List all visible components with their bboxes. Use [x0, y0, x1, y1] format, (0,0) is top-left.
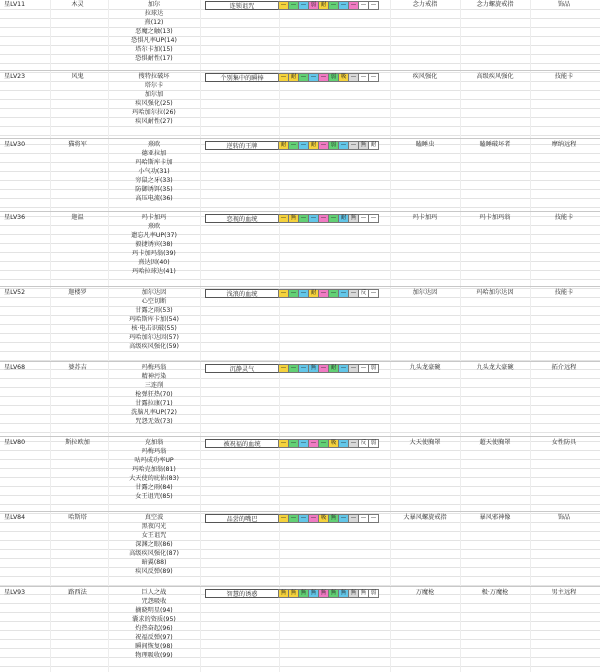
material-item: 加尔达因	[412, 289, 438, 296]
affinity-cell: —	[298, 514, 309, 523]
affinity-cell: 無	[308, 589, 319, 598]
characteristic-box: 浅浪的血统	[205, 289, 279, 298]
affinity-cell: —	[328, 1, 339, 10]
grid-line	[0, 612, 600, 613]
evolved-item: 暴风邪神像	[479, 514, 511, 521]
grid-line	[0, 432, 600, 433]
affinity-cell: —	[338, 141, 349, 150]
affinity-cell: 吸	[318, 514, 329, 523]
affinity-cell: 耐	[328, 364, 339, 373]
affinity-cell: 耐	[308, 289, 319, 298]
characteristic-box: 恋视的血统	[205, 214, 279, 223]
skill-list	[108, 588, 200, 660]
affinity-cell: —	[368, 514, 379, 523]
section-divider	[0, 361, 600, 362]
skill-item: 摘晓明星(94)	[135, 607, 173, 614]
skill-item: 三连削	[144, 382, 164, 389]
skill-item: 玛哈拉球达(41)	[132, 268, 176, 275]
grid-line	[0, 657, 600, 658]
affinity-cell: 無	[308, 364, 319, 373]
persona-level: 星LV84	[4, 514, 26, 521]
affinity-cell: —	[348, 289, 359, 298]
evolved-item: 高级疾风强化	[476, 73, 514, 80]
affinity-boxes	[279, 514, 379, 523]
item-category: 技能卡	[554, 289, 574, 296]
affinity-cell: —	[318, 141, 329, 150]
affinity-cell: 無	[358, 589, 369, 598]
grid-line	[0, 54, 600, 55]
grid-line	[0, 270, 600, 271]
affinity-cell: —	[348, 514, 359, 523]
section-divider	[0, 436, 600, 437]
persona-name: 木灵	[71, 1, 84, 8]
affinity-cell: —	[318, 73, 329, 82]
affinity-cell: —	[298, 439, 309, 448]
affinity-cell: 無	[318, 589, 329, 598]
affinity-cell: —	[308, 214, 319, 223]
affinity-cell: —	[308, 73, 319, 82]
grid-line	[0, 396, 600, 397]
grid-line	[0, 306, 600, 307]
skill-item: 加尔	[147, 1, 161, 8]
grid-line	[0, 387, 600, 388]
characteristic-box: 沉静灵气	[205, 364, 279, 373]
grid-line	[0, 207, 600, 208]
affinity-cell: —	[278, 1, 289, 10]
affinity-boxes	[279, 1, 379, 10]
persona-name: 风鬼	[71, 73, 84, 80]
material-item: 大天使胸罩	[409, 439, 441, 446]
skill-item: 玛哈斯库卡加(54)	[129, 316, 179, 323]
affinity-cell: 無	[338, 589, 349, 598]
affinity-cell: 無	[358, 141, 369, 150]
section-divider	[0, 70, 600, 71]
persona-level: 星LV93	[4, 589, 26, 596]
grid-line	[0, 342, 600, 343]
affinity-cell: 無	[328, 589, 339, 598]
affinity-cell: —	[278, 364, 289, 373]
skill-item: 加尔达因	[141, 289, 167, 296]
affinity-cell: —	[288, 364, 299, 373]
affinity-cell: 耐	[278, 141, 289, 150]
grid-line	[0, 414, 600, 415]
item-category: 技能卡	[554, 73, 574, 80]
affinity-cell: 弱	[308, 1, 319, 10]
affinity-boxes	[279, 214, 379, 223]
affinity-cell: 反	[358, 439, 369, 448]
item-category: 技能卡	[554, 214, 574, 221]
characteristic-box: 智慧的诱惑	[205, 589, 279, 598]
persona-name: 路西法	[68, 589, 87, 596]
grid-line	[0, 234, 600, 235]
affinity-cell: 無	[278, 589, 289, 598]
grid-line	[0, 279, 600, 280]
skill-list	[108, 363, 200, 426]
affinity-cell: 無	[348, 589, 359, 598]
skill-item: 瞬间恢复(98)	[135, 643, 173, 650]
affinity-cell: —	[358, 73, 369, 82]
grid-line	[0, 477, 600, 478]
affinity-cell: 無	[288, 214, 299, 223]
grid-line	[0, 126, 600, 127]
grid-line	[0, 558, 600, 559]
characteristic-box: 连锁诅咒	[205, 1, 279, 10]
grid-line	[0, 225, 600, 226]
affinity-cell: —	[308, 439, 319, 448]
affinity-cell: —	[338, 364, 349, 373]
affinity-boxes	[279, 589, 379, 598]
affinity-cell: —	[368, 1, 379, 10]
evolved-item: 极·万魔枪	[481, 589, 509, 596]
grid-line	[0, 567, 600, 568]
persona-name: 哈斯塔	[68, 514, 87, 521]
persona-name: 迦温	[71, 214, 84, 221]
persona-level: 星LV52	[4, 289, 26, 296]
affinity-cell: —	[298, 289, 309, 298]
skill-item: 塔尔卡加(15)	[135, 46, 173, 53]
affinity-cell: —	[348, 1, 359, 10]
affinity-cell: —	[278, 514, 289, 523]
skill-item: 玛哈斯库卡加	[135, 159, 173, 166]
grid-line	[0, 603, 600, 604]
grid-line	[0, 639, 600, 640]
affinity-cell: —	[288, 141, 299, 150]
affinity-cell: —	[288, 439, 299, 448]
affinity-boxes	[279, 364, 379, 373]
persona-level: 星LV80	[4, 439, 26, 446]
grid-line	[0, 504, 600, 505]
persona-name: 婆苏吉	[68, 364, 87, 371]
affinity-cell: —	[338, 289, 349, 298]
skill-item: 玛卡加玛	[141, 214, 167, 221]
item-category: 拓介远程	[551, 364, 577, 371]
grid-line	[0, 315, 600, 316]
skill-list	[108, 288, 200, 351]
skill-item: 巨人之战	[141, 589, 167, 596]
grid-line	[0, 162, 600, 163]
skill-item: 女王诅咒	[141, 532, 167, 539]
persona-name: 猫将军	[68, 141, 87, 148]
affinity-cell: —	[358, 364, 369, 373]
skill-item: 洗脑凡率UP(72)	[131, 409, 177, 416]
item-category: 摩纳远程	[551, 141, 577, 148]
evolved-item: 玛卡加玛翁	[479, 214, 511, 221]
grid-line	[0, 36, 600, 37]
affinity-cell: —	[288, 514, 299, 523]
affinity-cell: 耐	[288, 73, 299, 82]
grid-line	[0, 153, 600, 154]
affinity-boxes	[279, 439, 379, 448]
skill-list	[108, 513, 200, 576]
skill-item: 恐惧凡率UP(14)	[131, 37, 177, 44]
skill-item: 恶魔之触(13)	[135, 28, 173, 35]
affinity-cell: 弱	[368, 439, 379, 448]
section-divider	[0, 511, 600, 512]
grid-line	[0, 423, 600, 424]
skill-item: 高级疾风强化(59)	[129, 343, 179, 350]
affinity-cell: —	[368, 73, 379, 82]
affinity-cell: —	[318, 214, 329, 223]
material-item: 万魔枪	[415, 589, 435, 596]
skill-item: 女王诅咒(85)	[135, 493, 173, 500]
affinity-cell: —	[348, 141, 359, 150]
skill-item: 玛哈加尔达因(57)	[129, 334, 179, 341]
affinity-cell: —	[338, 439, 349, 448]
skill-item: 心空切断	[141, 298, 167, 305]
affinity-cell: —	[348, 364, 359, 373]
grid-line	[0, 549, 600, 550]
skill-item: 熹达因(40)	[138, 259, 170, 266]
evolved-item: 玛哈加尔达因	[476, 289, 514, 296]
skill-item: 疾风耐性(27)	[135, 118, 173, 125]
affinity-cell: 吸	[338, 73, 349, 82]
skill-item: 疾风强化(25)	[135, 100, 173, 107]
skill-item: 灼热奋起(96)	[135, 625, 173, 632]
skill-list	[108, 438, 200, 501]
affinity-cell: 弱	[328, 141, 339, 150]
affinity-cell: 耐	[308, 141, 319, 150]
persona-name: 迦楼罗	[68, 289, 87, 296]
grid-column-line	[200, 0, 201, 672]
grid-column-line	[279, 0, 280, 672]
grid-column-line	[530, 0, 531, 672]
grid-line	[0, 189, 600, 190]
persona-level: 星LV11	[4, 1, 26, 8]
grid-line	[0, 531, 600, 532]
grid-line	[0, 45, 600, 46]
affinity-cell: —	[358, 1, 369, 10]
section-divider	[0, 586, 600, 587]
skill-list	[108, 72, 200, 126]
skill-item: 防御诱饵(35)	[135, 186, 173, 193]
characteristic-box: 被祝福的血统	[205, 439, 279, 448]
evolved-item: 九头龙大豪碗	[476, 364, 514, 371]
skill-item: 精神污染	[141, 373, 167, 380]
skill-item: 加尔加	[144, 91, 164, 98]
affinity-cell: —	[278, 73, 289, 82]
skill-item: 塔尔卡	[144, 82, 164, 89]
skill-item: 遗忘凡率UP(37)	[131, 232, 177, 239]
affinity-cell: —	[338, 514, 349, 523]
skill-item: 核·电击识破(55)	[131, 325, 177, 332]
affinity-cell: 弱	[328, 73, 339, 82]
grid-line	[0, 666, 600, 667]
affinity-cell: —	[298, 73, 309, 82]
grid-line	[0, 495, 600, 496]
grid-line	[0, 621, 600, 622]
grid-line	[0, 576, 600, 577]
characteristic-box: 逆转的王牌	[205, 141, 279, 150]
skill-item: 小气功(31)	[138, 168, 170, 175]
persona-level: 星LV68	[4, 364, 26, 371]
characteristic-box: 个别集中的瞬捧	[205, 73, 279, 82]
skill-item: 搜特拉破坏	[138, 73, 170, 80]
skill-item: 熹(12)	[144, 19, 164, 26]
item-category: 饰品	[557, 514, 571, 521]
skill-item: 拉球达	[144, 10, 164, 17]
grid-column-line	[390, 0, 391, 672]
section-divider	[0, 138, 600, 139]
grid-line	[0, 117, 600, 118]
skill-item: 物理吸收(99)	[135, 652, 173, 659]
item-category: 男主远程	[551, 589, 577, 596]
section-divider	[0, 286, 600, 287]
skill-list	[108, 140, 200, 203]
skill-item: 真空波	[144, 514, 164, 521]
skill-item: 高压电流(36)	[135, 195, 173, 202]
affinity-cell: —	[348, 73, 359, 82]
skill-item: 穷鼠之牙(33)	[135, 177, 173, 184]
skill-item: 恐惧耐性(17)	[135, 55, 173, 62]
evolved-item: 瞌睡破坏者	[479, 141, 511, 148]
characteristic-box: 品尝的嘴巴	[205, 514, 279, 523]
affinity-cell: —	[338, 1, 349, 10]
item-category: 女性防具	[551, 439, 577, 446]
skill-item: 疾风反弹(89)	[135, 568, 173, 575]
grid-line	[0, 540, 600, 541]
affinity-cell: —	[288, 1, 299, 10]
grid-line	[0, 630, 600, 631]
grid-line	[0, 351, 600, 352]
grid-line	[0, 180, 600, 181]
skill-item: 熹欧	[147, 223, 161, 230]
skill-item: 玛梅玛翁	[141, 448, 167, 455]
skill-item: 暗翼(88)	[141, 559, 167, 566]
affinity-cell: —	[278, 289, 289, 298]
grid-column-line	[50, 0, 51, 672]
grid-line	[0, 333, 600, 334]
skill-item: 玛哈加尔拉(26)	[132, 109, 176, 116]
skill-list	[108, 213, 200, 276]
skill-item: 祝福反弹(97)	[135, 634, 173, 641]
skill-item: 高级疾风强化(87)	[129, 550, 179, 557]
affinity-cell: 無	[328, 514, 339, 523]
skill-item: 熹欧	[147, 141, 161, 148]
grid-line	[0, 99, 600, 100]
grid-line	[0, 252, 600, 253]
skill-item: 囊求的资质(95)	[132, 616, 176, 623]
affinity-cell: 耐	[368, 141, 379, 150]
skill-item: 咒怨吸收	[141, 598, 167, 605]
skill-item: 大天使的庇佑(83)	[129, 475, 179, 482]
affinity-cell: 無	[298, 589, 309, 598]
affinity-cell: 吸	[328, 439, 339, 448]
skill-item: 咒怨无效(73)	[135, 418, 173, 425]
persona-level: 星LV23	[4, 73, 26, 80]
affinity-cell: 弱	[368, 364, 379, 373]
grid-line	[0, 648, 600, 649]
section-divider	[0, 211, 600, 212]
affinity-cell: —	[298, 1, 309, 10]
material-item: 九头龙豪碗	[409, 364, 441, 371]
grid-line	[0, 63, 600, 64]
grid-line	[0, 261, 600, 262]
affinity-cell: —	[318, 364, 329, 373]
material-item: 大暴风螺旋戒指	[403, 514, 447, 521]
affinity-boxes	[279, 289, 379, 298]
affinity-cell: —	[358, 514, 369, 523]
skill-item: 玛哈克加翁(81)	[132, 466, 176, 473]
affinity-cell: —	[358, 214, 369, 223]
grid-line	[0, 108, 600, 109]
affinity-cell: 耐	[338, 214, 349, 223]
affinity-cell: —	[328, 214, 339, 223]
affinity-cell: —	[308, 514, 319, 523]
affinity-cell: —	[368, 214, 379, 223]
grid-line	[0, 468, 600, 469]
affinity-cell: —	[278, 439, 289, 448]
grid-column-line	[460, 0, 461, 672]
item-category: 饰品	[557, 1, 571, 8]
affinity-cell: —	[368, 289, 379, 298]
material-item: 念力戒指	[412, 1, 438, 8]
affinity-boxes	[279, 141, 379, 150]
skill-item: 黑夜闪光	[141, 523, 167, 530]
grid-line	[0, 486, 600, 487]
skill-item: 咕玛成功率UP	[134, 457, 174, 464]
grid-line	[0, 18, 600, 19]
affinity-cell: 無	[288, 589, 299, 598]
affinity-cell: —	[298, 214, 309, 223]
material-item: 玛卡加玛	[412, 214, 438, 221]
persona-level: 星LV30	[4, 141, 26, 148]
affinity-cell: —	[288, 289, 299, 298]
skill-item: 枪弹狂热(70)	[135, 391, 173, 398]
material-item: 瞌睡虫	[415, 141, 435, 148]
affinity-cell: —	[348, 439, 359, 448]
skill-item: 深渊之眼(86)	[135, 541, 173, 548]
skill-item: 毅捷诱宾(38)	[135, 241, 173, 248]
affinity-cell: 弱	[368, 589, 379, 598]
evolved-item: 超天使胸罩	[479, 439, 511, 446]
affinity-cell: 無	[348, 214, 359, 223]
grid-line	[0, 405, 600, 406]
persona-level: 星LV36	[4, 214, 26, 221]
grid-line	[0, 243, 600, 244]
grid-line	[0, 27, 600, 28]
material-item: 疾风强化	[412, 73, 438, 80]
skill-item: 玛梅玛翁	[141, 364, 167, 371]
evolved-item: 念力螺旋戒指	[476, 1, 514, 8]
skill-list	[108, 0, 200, 63]
skill-item: 克加翁	[144, 439, 164, 446]
affinity-cell: —	[298, 364, 309, 373]
affinity-cell: —	[278, 214, 289, 223]
grid-line	[0, 198, 600, 199]
grid-line	[0, 378, 600, 379]
skill-item: 玛卡加玛翁(39)	[132, 250, 176, 257]
affinity-cell: —	[318, 289, 329, 298]
affinity-cell: —	[298, 141, 309, 150]
grid-line	[0, 459, 600, 460]
affinity-cell: 反	[358, 289, 369, 298]
persona-name: 斯拉欧加	[65, 439, 90, 446]
affinity-cell: —	[328, 289, 339, 298]
affinity-cell: 耐	[318, 1, 329, 10]
skill-item: 甘露之雨(53)	[135, 307, 173, 314]
affinity-boxes	[279, 73, 379, 82]
affinity-cell: —	[318, 439, 329, 448]
grid-line	[0, 135, 600, 136]
grid-line	[0, 171, 600, 172]
skill-item: 德亚拉加	[141, 150, 167, 157]
grid-line	[0, 90, 600, 91]
grid-line	[0, 450, 600, 451]
skill-item: 甘露之雨(84)	[135, 484, 173, 491]
skill-item: 甘露拉康(71)	[135, 400, 173, 407]
grid-line	[0, 324, 600, 325]
